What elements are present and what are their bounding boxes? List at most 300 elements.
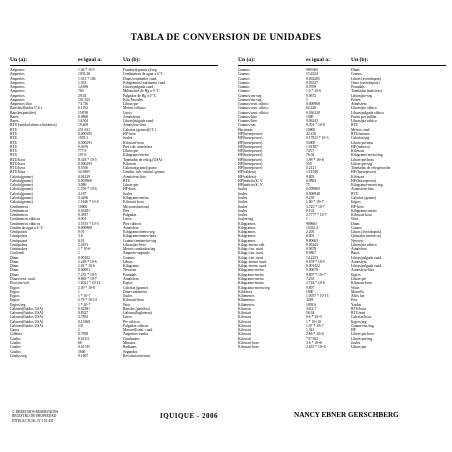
- conversion-factor: 1.02 * 10-6: [78, 264, 95, 269]
- unit-to: Kilowatt-hora: [123, 140, 144, 145]
- conversion-factor: 10000: [306, 127, 316, 132]
- unit-from: Amperios: [10, 89, 25, 94]
- unit-from: Joules: [238, 204, 248, 209]
- unit-from: Kilowatt: [238, 319, 251, 324]
- unit-from: Centímetros: [10, 204, 29, 209]
- unit-from: BTU: [10, 127, 18, 132]
- unit-from: Joules: [238, 191, 248, 196]
- conversion-factor: 0.7958: [78, 332, 89, 337]
- unit-from: Gramos/cm-seg: [238, 93, 262, 98]
- conversion-factor: 1: [306, 97, 308, 102]
- unit-to: Revoluciones/min: [123, 353, 150, 358]
- unit-to: Kilowatt-hora: [351, 213, 372, 218]
- conversion-factor: 0.036128: [306, 110, 320, 115]
- unit-to: Milímetros de Hg a 0 °C: [123, 89, 160, 94]
- conversion-factor: 33000: [306, 140, 316, 145]
- unit-to: Newtons: [123, 268, 137, 273]
- conversion-factor: 745.7: [306, 149, 315, 154]
- conversion-factor: 0.03281: [78, 208, 90, 213]
- unit-from: Centímetros: [10, 208, 29, 213]
- unit-to: Pie cúbicos: [123, 319, 140, 324]
- unit-to: Kilogramo-metro/seg: [351, 183, 383, 188]
- unit-to: Metros cuad.: [351, 127, 371, 132]
- conversion-factor: 1.04 * 10-5: [78, 68, 95, 72]
- conversion-factor: 1093.6: [306, 302, 317, 307]
- unit-from: Kilogr./cm. cuad.: [238, 255, 264, 260]
- unit-from: Gramos: [238, 76, 250, 81]
- conversion-factor: 0.3937: [78, 213, 89, 218]
- unit-from: Ergios: [10, 285, 20, 290]
- conversion-factor: 15432.4: [306, 225, 318, 230]
- conversion-factor: 9.803: [306, 174, 315, 179]
- conversion-factor: 0.000293: [78, 140, 92, 145]
- conversion-factor: 2.66 * 10+6: [306, 332, 324, 337]
- unit-from: HP(horsepower): [238, 153, 263, 158]
- unit-to: Pies: [351, 298, 358, 303]
- conversion-factor: 1.0057 * 10-13: [306, 294, 329, 299]
- unit-from: BTU: [10, 144, 18, 149]
- unit-to: Granos: [351, 225, 362, 230]
- unit-from: Gramos/litro: [238, 114, 257, 119]
- unit-from: Gauss: [10, 328, 20, 333]
- unit-from: Kilogramo-metro: [238, 281, 264, 286]
- conversion-factor: 0.01111: [78, 336, 90, 341]
- unit-to: Libras/pie-seg: [351, 93, 373, 98]
- conversion-factor: 550: [306, 161, 312, 166]
- conversion-factor: 0.3676: [78, 144, 89, 149]
- unit-to: Atmósfera-litro: [351, 268, 374, 273]
- unit-to: Toneladas de refrig.(USA): [123, 157, 163, 162]
- unit-from: Kilogramo-metro: [238, 268, 264, 273]
- conversion-factor: 0.06243: [306, 119, 318, 124]
- unit-from: Kilogramos: [238, 225, 256, 230]
- unit-to: BTU: [123, 178, 131, 183]
- unit-from: Gramos: [238, 89, 250, 94]
- conversion-factor: 2.78 * 10-14: [78, 298, 97, 303]
- header-unit-b: Un (b):: [351, 57, 369, 63]
- unit-from: Galones(fluidos USA): [10, 315, 44, 320]
- unit-to: Gramos: [123, 255, 135, 260]
- conversion-factor: 1 * 10-7: [78, 302, 91, 307]
- unit-to: Centímetros de agua a 4 °C: [123, 72, 164, 77]
- conversion-factor: 3.086: [78, 183, 87, 188]
- unit-from: Ergios: [10, 298, 20, 303]
- unit-from: Kilómetros: [238, 294, 255, 299]
- unit-to: Amperios-vuelta: [123, 332, 148, 337]
- conversion-factor: 0.17812 * 10-3: [306, 136, 329, 141]
- unit-to: Litros: [123, 217, 132, 222]
- unit-to: Libras-pie/hora: [351, 332, 374, 337]
- unit-to: Metros cuadrados/seg: [123, 247, 156, 252]
- conversion-factor: 0.8327: [78, 311, 89, 316]
- conversion-factor: 7.233: [306, 277, 315, 282]
- unit-from: BTU (unidad térmica británica): [10, 123, 57, 128]
- unit-from: BTU/libra: [10, 170, 26, 175]
- unit-to: Dinas: [351, 68, 360, 72]
- unit-from: Bares: [10, 114, 19, 119]
- unit-from: Gramos/cent. cúbico: [238, 106, 269, 111]
- conversion-factor: 2.4191: [78, 242, 89, 247]
- conversion-factor: 1.341: [306, 328, 315, 333]
- unit-to: Libras (avoirdupois): [351, 76, 382, 81]
- conversion-factor: 0.102: [306, 208, 315, 213]
- unit-from: Joules/seg: [238, 217, 254, 222]
- unit-to: Libras-pie: [351, 345, 367, 350]
- left-table: [10, 57, 218, 358]
- unit-from: Amperios: [10, 80, 25, 85]
- unit-to: Kilowatt: [351, 149, 364, 154]
- unit-to: Libras-pie: [123, 149, 139, 154]
- unit-to: Ergios: [123, 281, 133, 286]
- unit-to: Amperio-segundo: [123, 251, 150, 256]
- conversion-factor: 3.6 * 10+6: [306, 341, 322, 345]
- copyright-notice: [12, 410, 102, 423]
- unit-to: Partes por millón: [351, 114, 377, 119]
- conversion-factor: 9.301 * 10-8: [306, 123, 325, 128]
- unit-from: Amperios: [10, 76, 25, 81]
- copyright-line: REGISTRO DE PROPIEDAD: [12, 414, 57, 419]
- conversion-factor: 62.428: [306, 106, 317, 111]
- place-date: IQUIQUE - 2006: [160, 412, 218, 420]
- unit-to: Ergios: [351, 272, 361, 277]
- unit-to: Pies cub.-atmósfera: [123, 144, 153, 149]
- unit-from: Amperios: [10, 68, 25, 72]
- unit-to: Calorías (gramo)(I.T.): [123, 127, 156, 132]
- unit-from: Kilogr./metro cuad.: [238, 259, 267, 264]
- unit-to: Joules: [123, 136, 133, 141]
- unit-to: Libras/pulgada cuad.: [123, 85, 154, 90]
- unit-to: Metros cúbicos: [123, 106, 146, 111]
- conversion-factor: 2.724 * 10-6: [306, 281, 325, 286]
- conversion-factor: 10000: [78, 204, 88, 209]
- unit-to: Libras-pie/seg: [351, 161, 373, 166]
- unit-to: Kilo Pascales: [123, 97, 143, 102]
- conversion-factor: 980665: [306, 221, 318, 226]
- unit-to: Atmósfera: [123, 277, 139, 282]
- unit-from: Ergios: [10, 294, 20, 299]
- unit-to: Kilogramo-metro: [123, 153, 149, 158]
- unit-from: Joules: [238, 187, 248, 192]
- conversion-factor: 0.09678: [306, 268, 318, 273]
- unit-to: Calorías (gramo): [123, 285, 149, 290]
- conversion-factor: 0.000293: [78, 161, 92, 166]
- unit-from: Hectáreas: [238, 127, 253, 132]
- unit-to: Libras/pie cúbico: [351, 106, 377, 111]
- unit-from: Grados: [10, 336, 21, 341]
- unit-to: Gramo/centímetro-seg: [123, 238, 157, 243]
- unit-to: Toneladas de refrigeración: [351, 166, 391, 171]
- unit-from: Kilogramos: [238, 230, 256, 235]
- conversion-factor: 0.00102: [78, 255, 90, 260]
- unit-from: HP(caldera): [238, 170, 256, 175]
- unit-to: Kilogramo/metro-seg: [123, 230, 155, 235]
- conversion-factor: 3.725 * 10-7: [306, 204, 325, 209]
- conversion-factor: 15.4324: [306, 72, 318, 77]
- unit-from: HP(horsepower): [238, 166, 263, 171]
- unit-to: Libras/pie cúbico: [351, 242, 377, 247]
- conversion-factor: 1055.1: [78, 136, 89, 141]
- unit-to: Minutos: [123, 341, 136, 345]
- unit-from: Joules: [238, 213, 248, 218]
- unit-from: Kilowatt: [238, 328, 251, 333]
- unit-from: Centímetros cúbicos: [10, 221, 41, 226]
- conversion-factor: 0.9678: [306, 247, 317, 252]
- conversion-factor: 0.000393: [78, 131, 92, 136]
- unit-to: Pulgadas de Hg a 0 °C: [123, 93, 157, 98]
- unit-from: Dinas: [10, 259, 19, 264]
- conversion-factor: 1.1626 * 10-6: [78, 200, 99, 205]
- conversion-factor: 76.04: [306, 153, 315, 158]
- conversion-factor: 0.9807: [306, 251, 317, 256]
- unit-from: Kilowatt: [238, 323, 251, 328]
- conversion-factor: 4.187: [78, 191, 87, 196]
- unit-to: Kilogramos/centímetro cuad.: [123, 80, 167, 85]
- unit-from: Kilómetros: [238, 298, 255, 303]
- unit-from: BTU: [10, 149, 18, 154]
- unit-from: Dinas: [10, 255, 19, 260]
- conversion-factor: 1.6021 * 10-12: [78, 281, 101, 286]
- unit-to: BTU/hora: [351, 306, 366, 311]
- conversion-factor: 0.4266: [78, 195, 89, 200]
- conversion-factor: 0.03527: [306, 80, 318, 85]
- unit-from: Gramos-cm.: [238, 123, 257, 128]
- unit-from: Grados: [10, 341, 21, 345]
- unit-to: BTU: [351, 123, 359, 128]
- unit-to: Ergios/seg: [351, 319, 367, 324]
- unit-from: Kilogramo-metro/seg: [238, 285, 270, 290]
- unit-from: BTU: [10, 131, 18, 136]
- unit-from: Kilogramos: [238, 221, 256, 226]
- conversion-factor: 101.325: [78, 97, 90, 102]
- unit-to: Pies cúbicos: [123, 221, 142, 226]
- unit-from: Galones(fluidos USA): [10, 311, 44, 316]
- unit-to: Watt: [123, 302, 130, 307]
- conversion-factor: 0.001: [306, 234, 315, 239]
- unit-from: Caloría(gramo): [10, 195, 33, 200]
- conversion-factor: 1.559 * 10-6: [78, 187, 97, 192]
- unit-to: Kilogramo: [123, 264, 139, 269]
- conversion-factor: 14.504: [78, 119, 89, 124]
- unit-to: Atmósfera-litro: [123, 123, 146, 128]
- unit-from: Kilowatt: [238, 311, 251, 316]
- header-equals: es igual a:: [78, 57, 102, 63]
- conversion-factor: 1.00 * 10+7: [306, 200, 324, 205]
- unit-to: Libras: [123, 259, 133, 264]
- unit-from: Dinas: [10, 272, 19, 277]
- unit-from: BTU: [10, 136, 18, 141]
- conversion-factor: 158.98: [78, 110, 89, 115]
- conversion-factor: 1.01387: [306, 144, 318, 149]
- unit-to: Barriles (petróleo): [123, 306, 151, 311]
- unit-from: Kilogr./metro cuad.: [238, 264, 267, 269]
- unit-from: Gramos: [238, 80, 250, 85]
- unit-to: Años luz: [351, 294, 365, 299]
- conversion-factor: 0.001422: [306, 264, 320, 269]
- conversion-factor: 760: [78, 89, 84, 94]
- conversion-factor: 2.655 * 10+6: [306, 345, 326, 350]
- conversion-factor: 3.6: [78, 234, 83, 239]
- unit-to: Kilowatt: [123, 161, 136, 166]
- conversion-factor: 8.6 * 10+5: [306, 315, 322, 320]
- conversion-factor: 1: [306, 217, 308, 222]
- unit-from: Kilogr./cm. cuad.: [238, 247, 264, 252]
- unit-to: Kilogramo/metro-hora: [123, 234, 157, 239]
- conversion-factor: 9.807: [306, 285, 315, 290]
- copyright-line: INTELECTUAL Nº 153.431: [12, 418, 54, 423]
- unit-to: Kilowatt-hora: [351, 281, 372, 286]
- conversion-factor: 74.736: [78, 102, 89, 107]
- unit-to: Atmósfera: [351, 247, 367, 252]
- unit-from: Kilowatt-hora: [238, 341, 259, 345]
- unit-to: Maxwell/cent. cuad.: [123, 328, 154, 333]
- conversion-factor: 0.01: [78, 238, 85, 243]
- unit-from: Kilowatt: [238, 332, 251, 337]
- conversion-factor: 2.7777 * 10-7: [306, 213, 327, 218]
- conversion-factor: 3600: [78, 349, 86, 354]
- conversion-factor: 13.1548: [306, 170, 318, 175]
- unit-to: Ergios: [351, 200, 361, 205]
- unit-from: Centímetros: [10, 213, 29, 218]
- unit-to: Calorías (gramo): [351, 195, 377, 200]
- unit-to: HP-hora: [123, 187, 136, 192]
- unit-to: Poises: [351, 97, 361, 102]
- unit-to: Libras/pulgada cuad.: [351, 255, 382, 260]
- unit-from: Joules: [238, 200, 248, 205]
- unit-to: Joules: [351, 341, 361, 345]
- unit-from: Centipoises: [10, 230, 28, 235]
- conversion-factor: 2.39 * 10-8: [78, 285, 95, 290]
- unit-from: HP(caldera): [238, 174, 256, 179]
- conversion-factor: 14.2233: [306, 255, 318, 260]
- unit-from: Centistokes: [10, 247, 28, 252]
- conversion-factor: 0.9863: [306, 178, 317, 183]
- conversion-factor: 1 * 10+10: [306, 319, 321, 324]
- unit-from: Dinas/cent. cuad.: [10, 277, 36, 282]
- unit-to: Faradays(química)/seg: [123, 68, 157, 72]
- conversion-factor: 0.000968: [78, 225, 92, 230]
- unit-from: Gramos: [238, 72, 250, 77]
- conversion-factor: 9.80665: [306, 238, 318, 243]
- unit-to: Libras (avoirdupois): [351, 230, 382, 235]
- conversion-factor: 1: [78, 328, 80, 333]
- conversion-factor: 29.92: [78, 93, 87, 98]
- unit-to: BTU/minuto: [351, 131, 370, 136]
- conversion-factor: 0.000948: [306, 191, 320, 196]
- unit-to: Onza (avoirdupois): [351, 80, 380, 85]
- unit-to: Joules: [123, 191, 133, 196]
- unit-from: Dinas: [10, 268, 19, 273]
- table-row: [238, 345, 446, 349]
- unit-from: Amperios: [10, 97, 25, 102]
- unit-to: Kilogramo-metro: [123, 195, 149, 200]
- conversion-factor: 56.92: [306, 311, 315, 316]
- unit-from: Centipoises: [10, 234, 28, 239]
- conversion-factor: 1033.26: [78, 72, 90, 77]
- unit-from: Kilolitros: [238, 289, 253, 294]
- unit-to: Quintales (métricos): [351, 234, 382, 239]
- unit-to: Bares: [351, 251, 360, 256]
- table-row: [10, 354, 218, 358]
- unit-from: Centímetros cúbicos: [10, 217, 41, 222]
- conversion-factor: 2.248 * 10-6: [78, 259, 97, 264]
- unit-to: Yardas: [351, 302, 362, 307]
- unit-from: Galones(fluidos USA): [10, 306, 44, 311]
- conversion-factor: 75: [306, 183, 310, 188]
- unit-from: Barriles(fluidos U.S.): [10, 106, 42, 111]
- author-name: NANCY EBNER GERSCHBERG: [294, 411, 399, 419]
- unit-from: Grados: [10, 349, 21, 354]
- unit-to: Kilogramo-metro/seg: [351, 153, 383, 158]
- unit-to: Granos: [351, 72, 362, 77]
- unit-from: Kilowatt: [238, 306, 251, 311]
- unit-to: Newton: [351, 238, 363, 243]
- conversion-factor: 107.6: [78, 153, 87, 158]
- unit-from: Gramos: [238, 85, 250, 90]
- unit-to: Libras-pie/hora: [351, 157, 374, 162]
- unit-from: Ergios/seg: [10, 302, 26, 307]
- conversion-factor: 231: [78, 323, 84, 328]
- unit-to: Libras/pulgada cuad.: [351, 264, 382, 269]
- unit-from: HP(horsepower): [238, 140, 263, 145]
- conversion-factor: 9.869 * 10-7: [78, 277, 97, 282]
- unit-to: Gramo-cm./seg: [351, 323, 374, 328]
- unit-to: Micrones(micras): [123, 204, 150, 209]
- unit-to: Libras-pie: [351, 277, 367, 282]
- conversion-factor: 1.033: [78, 80, 87, 85]
- conversion-factor: 0.1192: [78, 106, 89, 111]
- unit-to: Dinas: [351, 221, 360, 226]
- conversion-factor: 1: [78, 289, 80, 294]
- unit-from: Caloría(gramo): [10, 183, 33, 188]
- unit-from: Gramos: [238, 68, 250, 72]
- unit-to: Dina-centímetro: [123, 289, 148, 294]
- unit-to: Libras-pie/seg: [351, 336, 373, 341]
- unit-from: BTU: [10, 153, 18, 158]
- unit-from: BTU: [10, 140, 18, 145]
- conversion-factor: 1.013 * 106: [78, 76, 96, 81]
- unit-to: BTU: [351, 191, 359, 196]
- unit-to: Atmósferas: [123, 114, 140, 119]
- conversion-factor: 2.205: [306, 230, 315, 235]
- conversion-factor: 0.5556: [78, 166, 89, 171]
- conversion-factor: 0.0709: [306, 85, 317, 90]
- unit-from: Kilogramos: [238, 238, 256, 243]
- right-table: [238, 57, 446, 350]
- unit-from: Caloría(gramo): [10, 174, 33, 179]
- conversion-factor: 0.13368: [78, 319, 90, 324]
- conversion-factor: 0.02381: [78, 306, 90, 311]
- conversion-factor: 3281: [306, 298, 314, 303]
- unit-from: Barriles(petróleo): [10, 110, 37, 115]
- conversion-factor: 251.631: [78, 127, 90, 132]
- conversion-factor: 1000: [306, 289, 314, 294]
- unit-from: Centipoises: [10, 242, 28, 247]
- conversion-factor: 1.0 * 10-6: [306, 89, 322, 94]
- unit-from: Kilowatt: [238, 315, 251, 320]
- conversion-factor: 0.009869: [306, 187, 320, 192]
- unit-from: HP(horsepower): [238, 161, 263, 166]
- unit-to: Kilowatt-hora: [123, 200, 144, 205]
- unit-from: HP(horsepower): [238, 157, 263, 162]
- unit-from: Gramos/cent. cúbico: [238, 110, 269, 115]
- right-rows: [238, 68, 446, 350]
- unit-from: Kilogramo-metro: [238, 272, 264, 277]
- conversion-factor: 3412.7: [306, 306, 317, 311]
- unit-from: Caloría(gramo): [10, 187, 33, 192]
- unit-from: Gramos/litro: [238, 119, 257, 124]
- unit-to: HP (métrico): [351, 144, 371, 149]
- conversion-factor: 10,409: [78, 123, 89, 128]
